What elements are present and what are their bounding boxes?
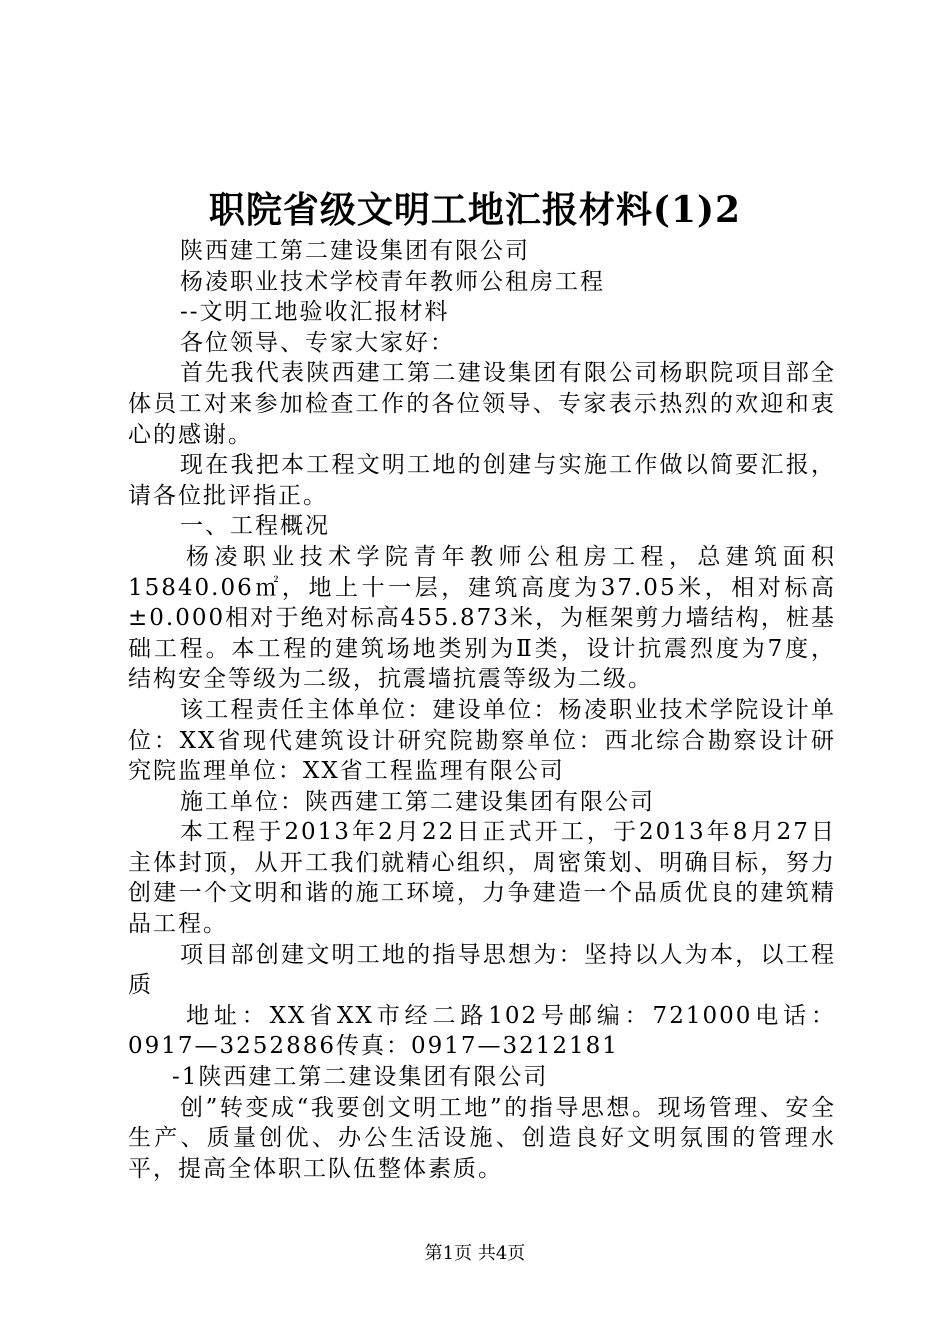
paragraph-guiding-idea: 项目部创建文明工地的指导思想为：坚持以人为本，以工程质 <box>128 941 836 999</box>
paragraph-company: 陕西建工第二建设集团有限公司 <box>180 238 530 264</box>
paragraph-intro: 现在我把本工程文明工地的创建与实施工作做以简要汇报，请各位批评指正。 <box>128 452 836 509</box>
document-body <box>128 236 836 1184</box>
paragraph-schedule: 本工程于2013年2月22日正式开工，于2013年8月27日主体封顶，从开工我们就精心组织，周密策划、明确目标，努力创建一个文明和谐的施工环境，力争建造一个品质优良的建筑精品工程。 <box>128 819 836 938</box>
section-heading-overview: 一、工程概况 <box>180 513 330 540</box>
paragraph-address: 地址：XX省XX市经二路102号邮编：721000电话：0917—3252886传真：0917—3212181 <box>128 1002 836 1060</box>
document-title: 职院省级文明工地汇报材料(1)2 <box>208 189 742 231</box>
paragraph-units: 该工程责任主体单位：建设单位：杨凌职业技术学院设计单位：XX省现代建筑设计研究院勘察单位：西北综合勘察设计研究院监理单位：XX省工程监理有限公司 <box>128 696 836 785</box>
paragraph-overview: 杨凌职业技术学院青年教师公租房工程，总建筑面积15840.06㎡，地上十一层，建筑高度为37.05米，相对标高±0.000相对于绝对标高455.873米，为框架剪力墙结构，桩基础工程。本工程的建筑场地类别为Ⅱ类，设计抗震烈度为7度，结构安全等级为二级，抗震墙抗震等级为二级。 <box>128 543 836 693</box>
paragraph-project: 杨凌职业技术学校青年教师公租房工程 <box>180 268 605 295</box>
paragraph-continuation: 创”转变成“我要创文明工地”的指导思想。现场管理、安全生产、质量创优、办公生活设施、创造良好文明氛围的管理水平，提高全体职工队伍整体素质。 <box>128 1094 836 1182</box>
paragraph-subtitle: --文明工地验收汇报材料 <box>180 299 450 326</box>
paragraph-welcome: 首先我代表陕西建工第二建设集团有限公司杨职院项目部全体员工对来参加检查工作的各位领导、专家表示热烈的欢迎和衷心的感谢。 <box>128 360 836 448</box>
page-footer: 第1页 共4页 <box>424 1243 526 1264</box>
paragraph-contractor: 施工单位：陕西建工第二建设集团有限公司 <box>180 788 655 815</box>
paragraph-page-header: -1陕西建工第二建设集团有限公司 <box>172 1064 549 1091</box>
paragraph-greeting: 各位领导、专家大家好： <box>180 329 455 356</box>
